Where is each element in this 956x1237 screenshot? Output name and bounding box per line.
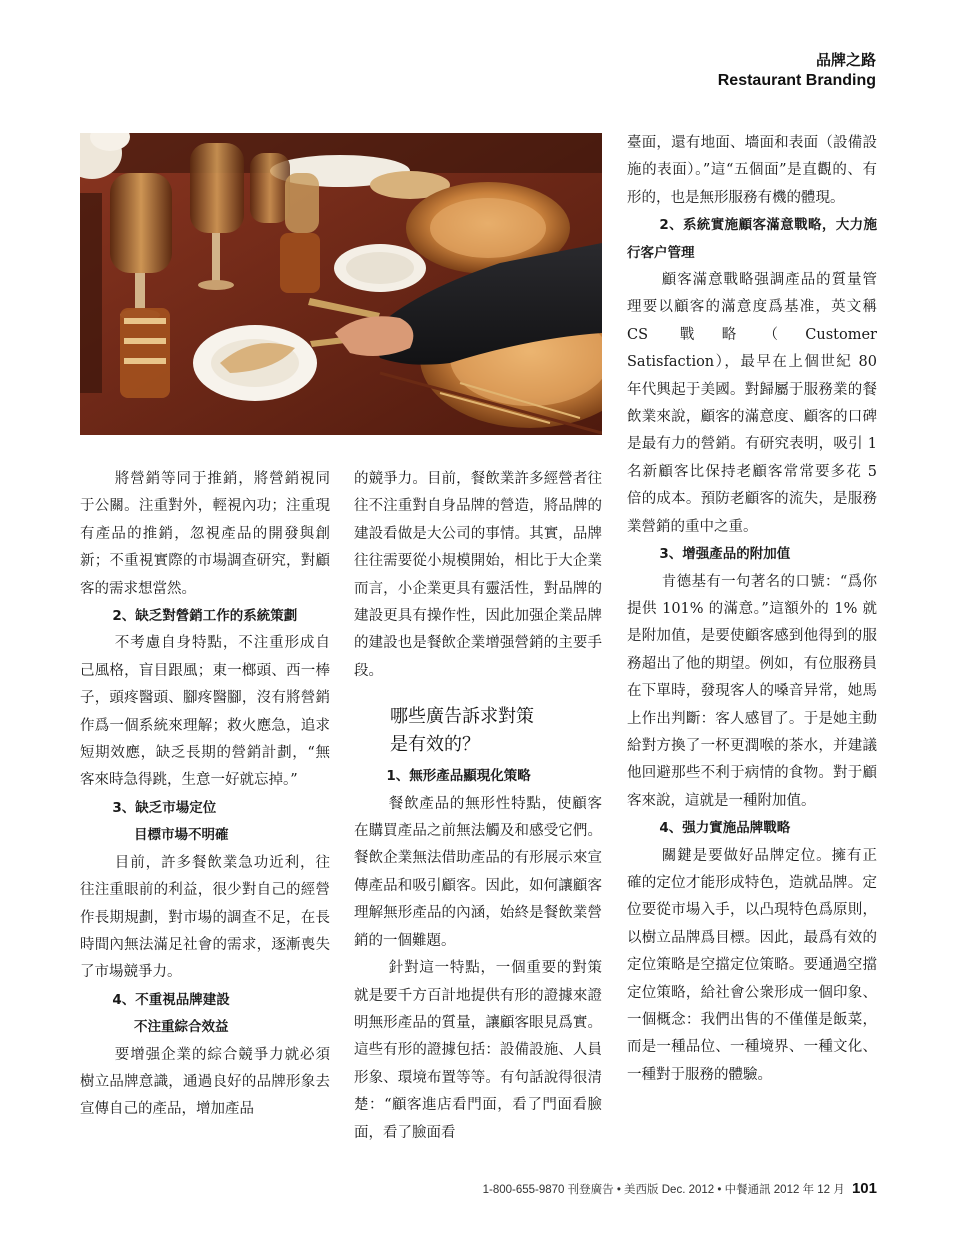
subheading: 3、增强產品的附加值 — [659, 546, 791, 563]
subheading: 4、不重視品牌建設 — [112, 991, 230, 1008]
section-heading-line-2: 是有效的？ — [390, 734, 480, 756]
footer-info: 1-800-655-9870 刊登廣告 • 美西版 Dec. 2012 • 中餐通訊 2012 年 12 月 — [482, 1184, 845, 1196]
subheading: 4、强力實施品牌戰略 — [659, 820, 791, 837]
paragraph: 餐飲產品的無形性特點，使顧客在購買產品之前無法觸及和感受它們。餐飲企業無法借助產品的有形展示來宣傳產品和吸引顧客。因此，如何讓顧客理解無形產品的內涵，始終是餐飲業營銷的一個難題。 — [354, 795, 602, 949]
subheading-continued: 不注重綜合效益 — [134, 1019, 229, 1036]
dining-table-photo — [80, 133, 602, 435]
subheading: 2、系統實施顧客滿意戰略，大力施行客户管理 — [627, 217, 877, 261]
paragraph: 不考慮自身特點，不注重形成自己風格，盲目跟風；東一榔頭、西一棒子，頭疼醫頭、腳疼醫腳，沒有將營銷作爲一個系統來理解；救火應急，追求短期效應，缺乏長期的營銷計劃，“無客來時急得跳，生意一好就忘掉。” — [80, 635, 330, 789]
paragraph: 將營銷等同于推銷，將營銷視同于公關。注重對外，輕視內功；注重現有產品的推銷，忽視產品的開發與創新；不重視實際的市場調查研究，對顧客的需求想當然。 — [80, 471, 330, 597]
page-footer — [452, 1180, 877, 1197]
page-number: 101 — [851, 1180, 877, 1197]
paragraph: 肯德基有一句著名的口號：“爲你提供 101% 的滿意。”這額外的 1% 就是附加值，是要使顧客感到他得到的服務超出了他的期望。例如，有位服務員在下單時，發現客人的嗓音异常，她馬上作出判斷：客人感冒了。于是她主動給對方換了一杯更潤喉的茶水，并建議他回避那些不利于病情的食物。對于顧客來說，這就是一種附加值。 — [627, 573, 877, 809]
subheading: 2、缺乏對營銷工作的系統策劃 — [112, 608, 298, 625]
paragraph: 目前，許多餐飲業急功近利，往往注重眼前的利益，很少對自己的經營作長期規劃，對市場的調查不足，在長時間內無法滿足社會的需求，逐漸喪失了市場競爭力。 — [80, 854, 330, 981]
subheading-continued: 目標市場不明確 — [134, 827, 229, 844]
section-heading — [354, 703, 602, 759]
section-title-chinese: 品牌之路 — [815, 51, 876, 69]
subheading: 3、缺乏市場定位 — [112, 799, 217, 816]
section-title-english: Restaurant Branding — [717, 72, 876, 89]
article-column-middle — [354, 466, 602, 1147]
subheading: 1、無形產品顯現化策略 — [386, 768, 531, 785]
running-header — [718, 50, 876, 91]
section-heading-line-1: 哪些廣告訴求對策 — [390, 706, 534, 728]
paragraph: 關鍵是要做好品牌定位。擁有正確的定位才能形成特色，造就品牌。定位要從市場入手，以凸現特色爲原則，以樹立品牌爲目標。因此，最爲有效的定位策略是空擋定位策略。要通過空擋定位策略，給社會公衆形成一個印象、一個概念：我們出售的不僅僅是飯菜，而是一種品位、一種境界、一種文化、一種對于服務的體驗。 — [627, 847, 877, 1083]
paragraph: 針對這一特點，一個重要的對策就是要千方百計地提供有形的證據來證明無形產品的質量，讓顧客眼見爲實。這些有形的證據包括：設備設施、人員形象、環境布置等等。有句話說得很清楚：“顧客進店看門面，看了門面看臉面，看了臉面看 — [354, 960, 602, 1141]
article-column-left — [80, 466, 330, 1124]
paragraph: 顧客滿意戰略强調產品的質量管理要以顧客的滿意度爲基准，英文稱 CS 戰略（Customer Satisfaction），最早在上個世紀 80 年代興起于美國。對歸屬于服務業的餐飲業來說，顧客的滿意度、顧客的口碑是最有力的營銷。有研究表明，吸引 1 名新顧客比保持老顧客常常要多花 5 倍的成本。預防老顧客的流失，是服務業營銷的重中之重。 — [627, 272, 877, 535]
paragraph: 的競爭力。目前，餐飲業許多經營者往往不注重對自身品牌的營造，將品牌的建設看做是大公司的事情。其實，品牌往往需要從小規模開始，相比于大企業而言，小企業更具有靈活性，對品牌的建設更具有操作性，因此加强企業品牌的建設也是餐飲企業增强營銷的主要手段。 — [354, 471, 602, 679]
paragraph: 要增强企業的綜合競爭力就必須樹立品牌意識，通過良好的品牌形象去宣傳自己的產品，增加產品 — [80, 1046, 330, 1118]
article-column-right — [627, 130, 877, 1089]
paragraph: 臺面，還有地面、墻面和表面（設備設施的表面）。”這“五個面”是直觀的、有形的，也是無形服務有機的體現。 — [627, 135, 877, 206]
